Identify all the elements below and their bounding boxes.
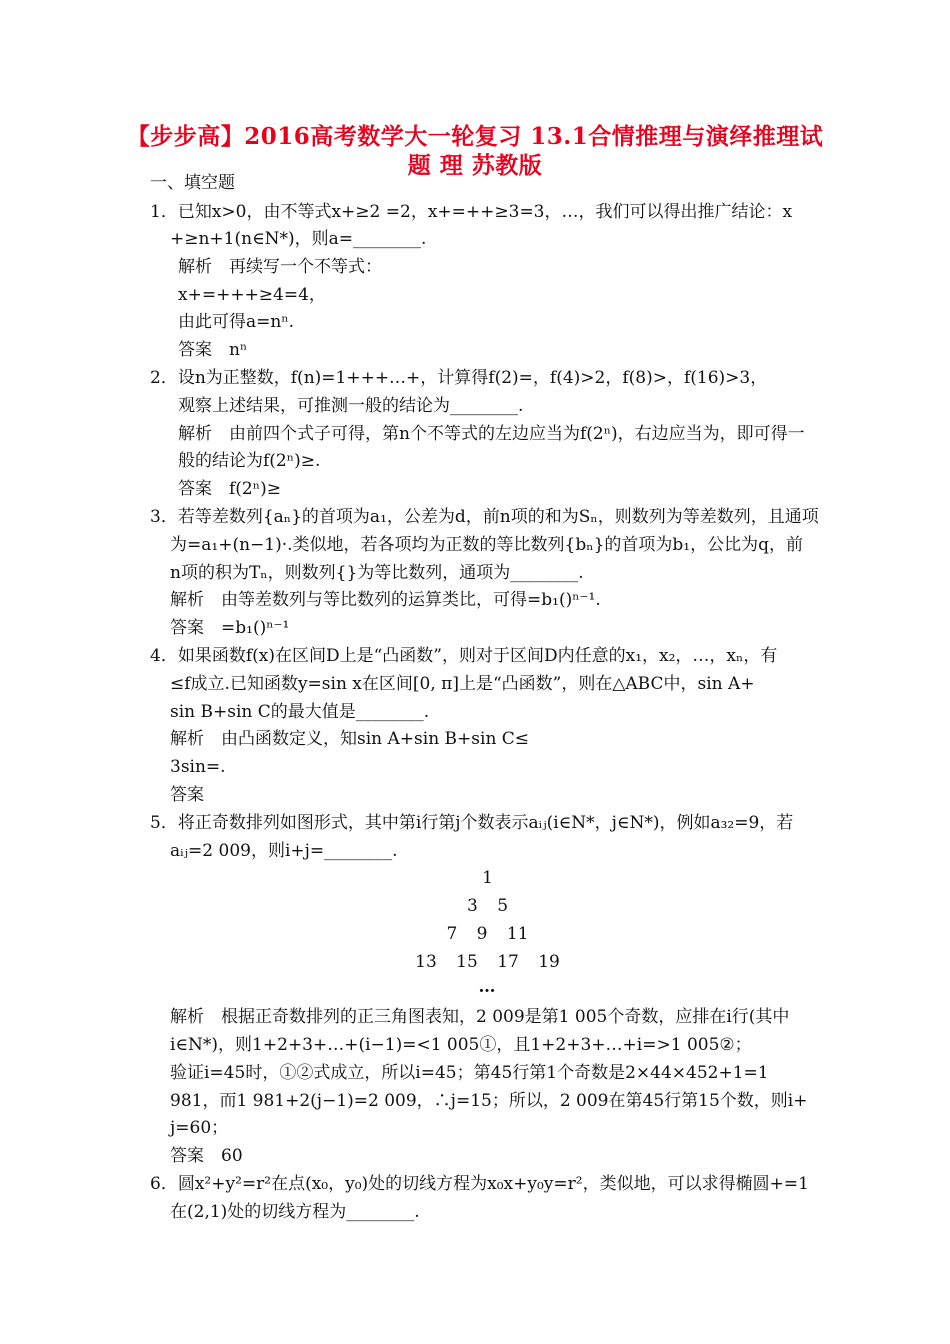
question-6-line-2: 在(2,1)处的切线方程为________. — [170, 1202, 420, 1222]
document-title-line-2: 题 理 苏教版 — [407, 152, 543, 179]
question-3-line-3: n项的积为Tₙ，则数列{}为等比数列，通项为________. — [170, 563, 584, 583]
triangle-row-3: 7 9 11 — [446, 924, 529, 944]
triangle-row-4: 13 15 17 19 — [415, 952, 560, 972]
question-2-analysis-2: 般的结论为f(2ⁿ)≥. — [178, 451, 321, 471]
question-5-analysis-3: 验证i=45时，①②式成立，所以i=45；第45行第1个奇数是2×44×452+1=1 — [170, 1063, 769, 1083]
question-3-analysis: 解析 由等差数列与等比数列的运算类比，可得=b₁()ⁿ⁻¹. — [170, 590, 601, 610]
question-5-analysis-4: 981，而1 981+2(j−1)=2 009，∴j=15；所以，2 009在第45行第15个数，则i+ — [170, 1091, 808, 1111]
question-1-analysis-formula: x+=+++≥4=4， — [178, 285, 326, 305]
question-3-line-2: 为=a₁+(n−1)·.类似地，若各项均为正数的等比数列{bₙ}的首项为b₁，公比为q，前 — [170, 535, 803, 555]
triangle-row-1: 1 — [482, 868, 493, 888]
triangle-row-2: 3 5 — [466, 896, 509, 916]
question-5-analysis-2: i∈N*)，则1+2+3+…+(i−1)=<1 005①，且1+2+3+…+i=>1 005②； — [170, 1035, 752, 1055]
question-4-line-3: sin B+sin C的最大值是________. — [170, 702, 430, 722]
question-3-line-1: 3．若等差数列{aₙ}的首项为a₁，公差为d，前n项的和为Sₙ，则数列为等差数列，且通项 — [150, 507, 819, 527]
question-1-line-1: 1．已知x>0，由不等式x+≥2 =2，x+=++≥3=3，…，我们可以得出推广结论：x — [150, 202, 793, 222]
question-2-answer: 答案 f(2ⁿ)≥ — [178, 479, 281, 499]
question-5-line-2: aᵢⱼ=2 009，则i+j=________. — [170, 841, 398, 861]
question-5-line-1: 5．将正奇数排列如图形式，其中第i行第j个数表示aᵢⱼ(i∈N*，j∈N*)，例如a₃₂=9，若 — [150, 813, 794, 833]
question-1-analysis-result: 由此可得a=nⁿ. — [178, 312, 295, 332]
question-4-analysis-1: 解析 由凸函数定义，知sin A+sin B+sin C≤ — [170, 729, 530, 749]
question-5-analysis-5: j=60； — [170, 1118, 229, 1138]
question-4-analysis-2: 3sin=. — [170, 757, 226, 777]
question-4-line-1: 4．如果函数f(x)在区间D上是“凸函数”，则对于区间D内任意的x₁，x₂，…，xₙ，有 — [150, 646, 778, 666]
question-1-line-2: +≥n+1(n∈N*)，则a=________. — [170, 229, 427, 249]
question-2-analysis-1: 解析 由前四个式子可得，第n个不等式的左边应当为f(2ⁿ)，右边应当为，即可得一 — [178, 424, 805, 444]
question-4-answer: 答案 — [170, 785, 204, 805]
question-3-answer: 答案 =b₁()ⁿ⁻¹ — [170, 618, 290, 638]
document-title-line-1: 【步步高】2016高考数学大一轮复习 13.1合情推理与演绎推理试 — [126, 123, 824, 150]
triangle-row-ellipsis: … — [478, 977, 497, 997]
question-5-answer: 答案 60 — [170, 1146, 243, 1166]
question-1-analysis: 解析 再续写一个不等式： — [178, 257, 382, 277]
question-6-line-1: 6．圆x²+y²=r²在点(x₀，y₀)处的切线方程为x₀x+y₀y=r²，类似地，可以求得椭圆+=1 — [150, 1174, 809, 1194]
question-5-analysis-1: 解析 根据正奇数排列的正三角图表知，2 009是第1 005个奇数，应排在i行(其中 — [170, 1007, 790, 1027]
question-4-line-2: ≤f成立.已知函数y=sin x在区间[0, π]上是“凸函数”，则在△ABC中，sin A+ — [170, 674, 755, 694]
question-2-line-2: 观察上述结果，可推测一般的结论为________. — [178, 396, 524, 416]
question-1-answer: 答案 nⁿ — [178, 340, 248, 360]
section-heading: 一、填空题 — [150, 173, 235, 193]
question-2-line-1: 2．设n为正整数，f(n)=1+++…+，计算得f(2)=，f(4)>2，f(8)>，f(16)>3， — [150, 368, 768, 388]
